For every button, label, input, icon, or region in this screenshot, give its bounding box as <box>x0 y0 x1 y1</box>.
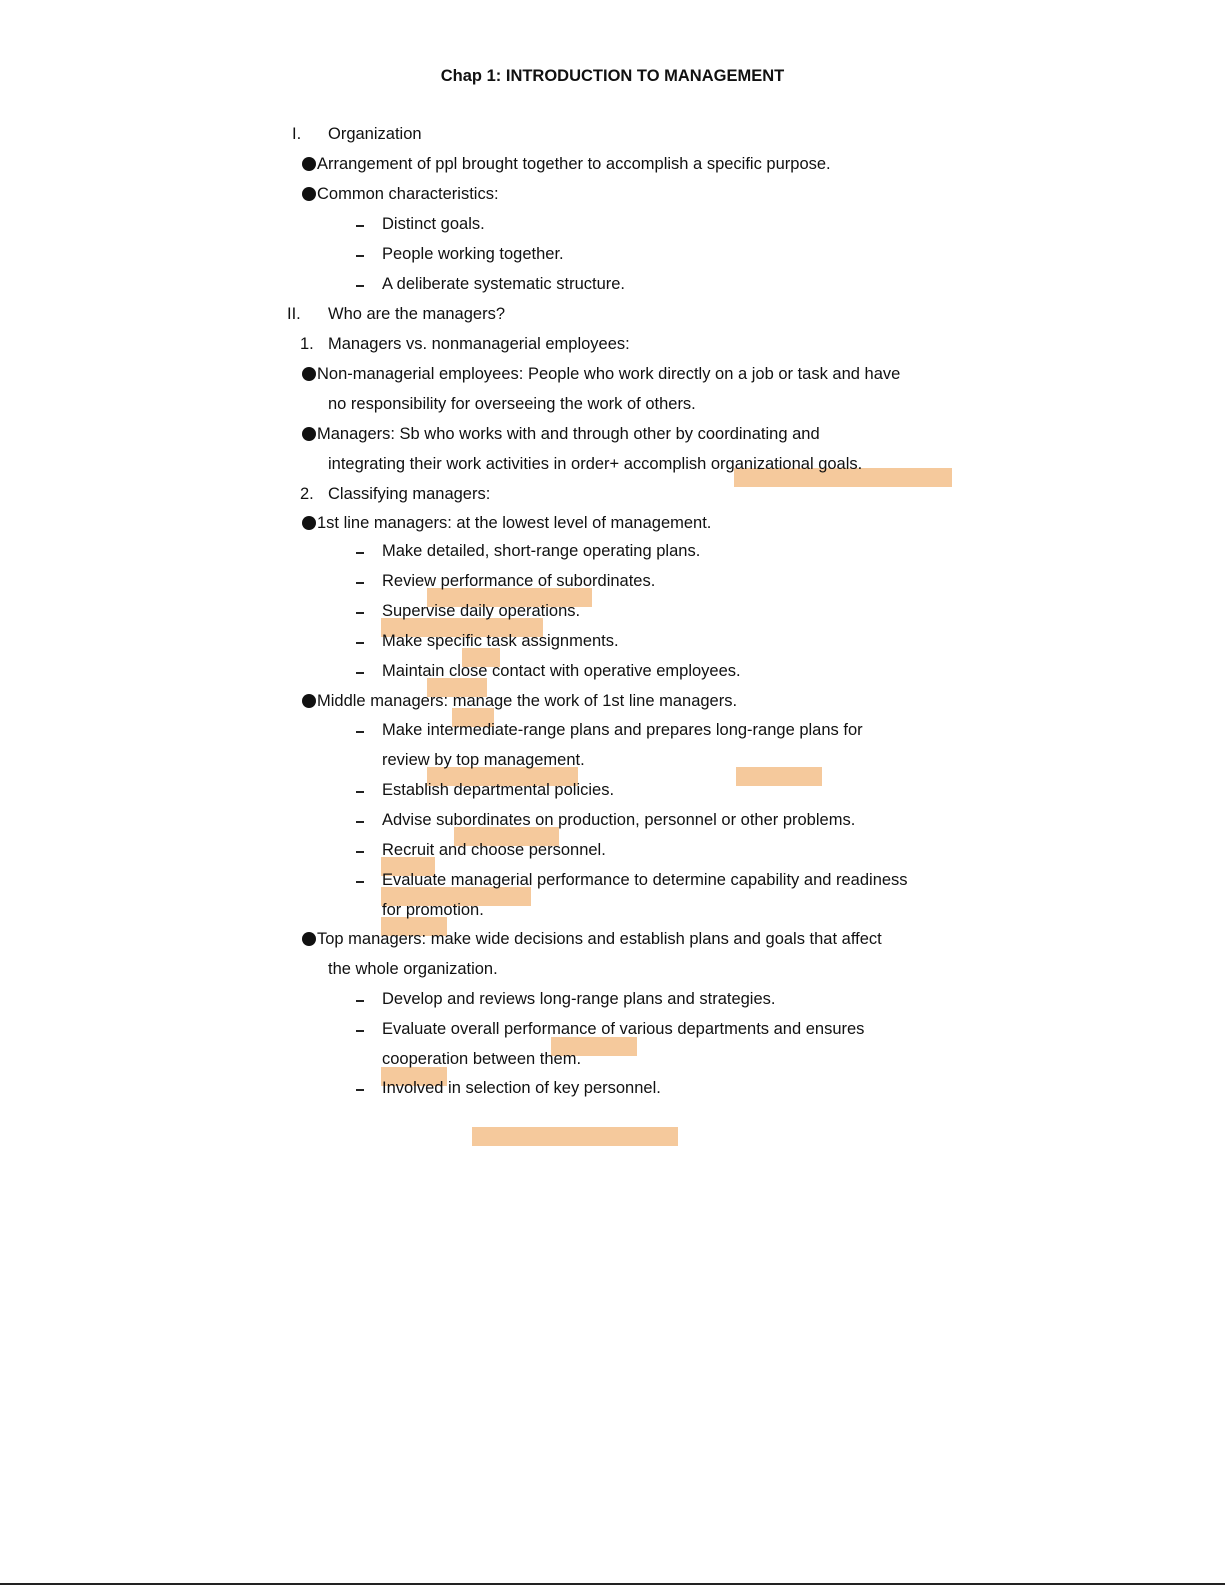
list-item-text: Who are the managers? <box>328 305 506 323</box>
bullet-icon <box>302 932 316 946</box>
bullet-icon <box>302 516 316 530</box>
list-item-text: Make specific task assignments. <box>382 632 619 650</box>
dash-icon <box>356 881 364 883</box>
list-item-text: Distinct goals. <box>382 215 485 233</box>
dash-icon <box>356 851 364 853</box>
list-item-text: Establish departmental policies. <box>382 781 615 799</box>
list-item-text: Make detailed, short-range operating plans. <box>382 542 701 560</box>
dash-icon <box>356 552 364 554</box>
list-item-text: 1st line managers: at the lowest level of management. <box>317 514 712 532</box>
list-item-text: Managers: Sb who works with and through other by coordinating and <box>317 425 820 443</box>
bullet-icon <box>302 157 316 171</box>
list-number: II. <box>287 305 301 323</box>
highlight-mark <box>472 1127 678 1146</box>
dash-icon <box>356 255 364 257</box>
dash-icon <box>356 225 364 227</box>
dash-icon <box>356 1030 364 1032</box>
list-item-text: Organization <box>328 125 422 143</box>
continuation-line: for promotion. <box>382 901 484 919</box>
dash-icon <box>356 791 364 793</box>
list-number: I. <box>292 125 302 143</box>
bullet-icon <box>302 367 316 381</box>
dash-icon <box>356 612 364 614</box>
dash-icon <box>356 1089 364 1091</box>
list-item-text: Middle managers: manage the work of 1st line managers. <box>317 692 738 710</box>
bullet-icon <box>302 694 316 708</box>
highlight-mark <box>736 767 822 786</box>
list-item-text: Classifying managers: <box>328 485 491 503</box>
list-item-text: People working together. <box>382 245 564 263</box>
list-item-text: Involved in selection of key personnel. <box>382 1079 661 1097</box>
dash-icon <box>356 672 364 674</box>
list-number: 1. <box>300 335 314 353</box>
dash-icon <box>356 821 364 823</box>
list-item-text: Make intermediate-range plans and prepares long-range plans for <box>382 721 863 739</box>
list-item-text: Common characteristics: <box>317 185 499 203</box>
continuation-line: no responsibility for overseeing the work of others. <box>328 395 696 413</box>
continuation-line: integrating their work activities in order+ accomplish organizational goals. <box>328 455 863 473</box>
document-title: Chap 1: INTRODUCTION TO MANAGEMENT <box>440 67 785 85</box>
list-item-text: Top managers: make wide decisions and establish plans and goals that affect <box>317 930 882 948</box>
list-item-text: Maintain close contact with operative employees. <box>382 662 741 680</box>
dash-icon <box>356 582 364 584</box>
list-item-text: Review performance of subordinates. <box>382 572 656 590</box>
dash-icon <box>356 642 364 644</box>
list-item-text: Non-managerial employees: People who work directly on a job or task and have <box>317 365 901 383</box>
list-item-text: Evaluate managerial performance to determine capability and readiness <box>382 871 908 889</box>
continuation-line: cooperation between them. <box>382 1050 582 1068</box>
continuation-line: review by top management. <box>382 751 585 769</box>
list-item-text: Managers vs. nonmanagerial employees: <box>328 335 630 353</box>
dash-icon <box>356 285 364 287</box>
list-item-text: Evaluate overall performance of various departments and ensures <box>382 1020 865 1038</box>
bullet-icon <box>302 187 316 201</box>
list-item-text: Develop and reviews long-range plans and strategies. <box>382 990 776 1008</box>
bullet-icon <box>302 427 316 441</box>
list-number: 2. <box>300 485 314 503</box>
list-item-text: Recruit and choose personnel. <box>382 841 606 859</box>
continuation-line: the whole organization. <box>328 960 498 978</box>
dash-icon <box>356 1000 364 1002</box>
list-item-text: A deliberate systematic structure. <box>382 275 626 293</box>
list-item-text: Supervise daily operations. <box>382 602 581 620</box>
list-item-text: Arrangement of ppl brought together to accomplish a specific purpose. <box>317 155 831 173</box>
dash-icon <box>356 731 364 733</box>
list-item-text: Advise subordinates on production, personnel or other problems. <box>382 811 856 829</box>
